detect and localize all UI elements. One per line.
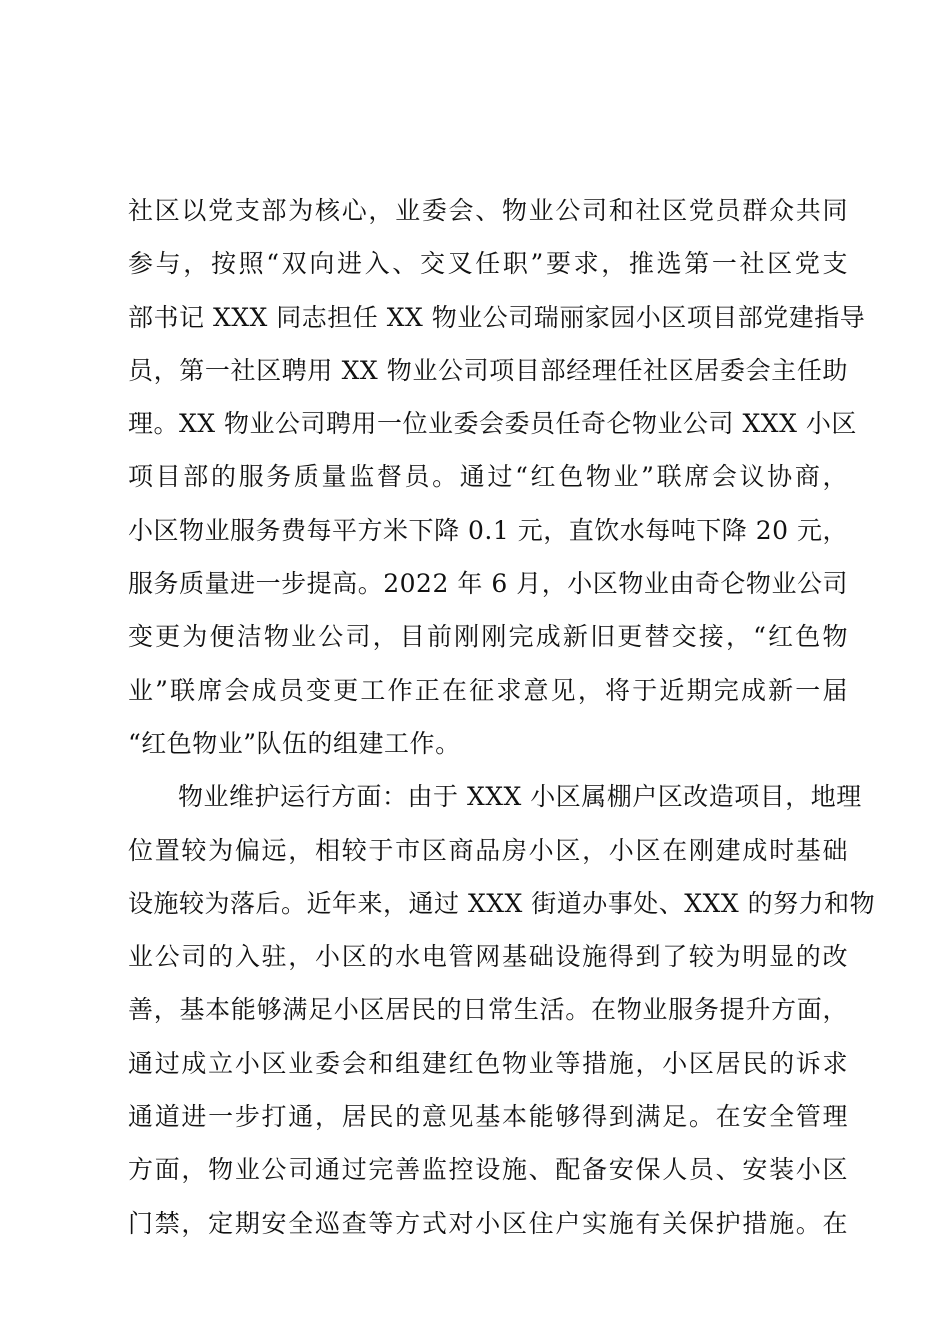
paragraph-1 — [128, 184, 866, 770]
text-line: 业”联席会成员变更工作正在征求意见，将于近期完成新一届 — [128, 675, 848, 705]
text-line: 业公司的入驻，小区的水电管网基础设施得到了较为明显的改 — [128, 942, 848, 972]
text-line: 理。XX 物业公司聘用一位业委会委员任奇仑物业公司 XXX 小区 — [128, 409, 857, 439]
text-line: 参与，按照“双向进入、交叉任职”要求，推选第一社区党支 — [128, 249, 848, 279]
text-line: 变更为便洁物业公司，目前刚刚完成新旧更替交接，“红色物 — [128, 622, 848, 652]
text-line: 小区物业服务费每平方米下降 0.1 元，直饮水每吨下降 20 元， — [128, 515, 848, 545]
text-line: 部书记 XXX 同志担任 XX 物业公司瑞丽家园小区项目部党建指导 — [128, 302, 866, 332]
text-line: 通过成立小区业委会和组建红色物业等措施，小区居民的诉求 — [128, 1048, 848, 1078]
text-line: 服务质量进一步提高。2022 年 6 月，小区物业由奇仑物业公司 — [128, 569, 848, 599]
paragraph-2 — [128, 770, 876, 1250]
text-line: 社区以党支部为核心，业委会、物业公司和社区党员群众共同 — [128, 196, 848, 225]
text-line: 通道进一步打通，居民的意见基本能够得到满足。在安全管理 — [128, 1102, 848, 1132]
text-line: 物业维护运行方面：由于 XXX 小区属棚户区改造项目，地理 — [178, 782, 862, 812]
text-line: “红色物业”队伍的组建工作。 — [128, 728, 461, 758]
text-line: 门禁，定期安全巡查等方式对小区住户实施有关保护措施。在 — [128, 1208, 848, 1238]
text-line: 位置较为偏远，相较于市区商品房小区，小区在刚建成时基础 — [128, 835, 848, 865]
body-text — [128, 184, 876, 1250]
text-line: 项目部的服务质量监督员。通过“红色物业”联席会议协商， — [128, 462, 848, 492]
text-line: 设施较为落后。近年来，通过 XXX 街道办事处、XXX 的努力和物 — [128, 888, 876, 918]
text-line: 善，基本能够满足小区居民的日常生活。在物业服务提升方面， — [128, 995, 848, 1025]
text-line: 方面，物业公司通过完善监控设施、配备安保人员、安装小区 — [128, 1155, 848, 1185]
text-line: 员，第一社区聘用 XX 物业公司项目部经理任社区居委会主任助 — [128, 355, 848, 385]
